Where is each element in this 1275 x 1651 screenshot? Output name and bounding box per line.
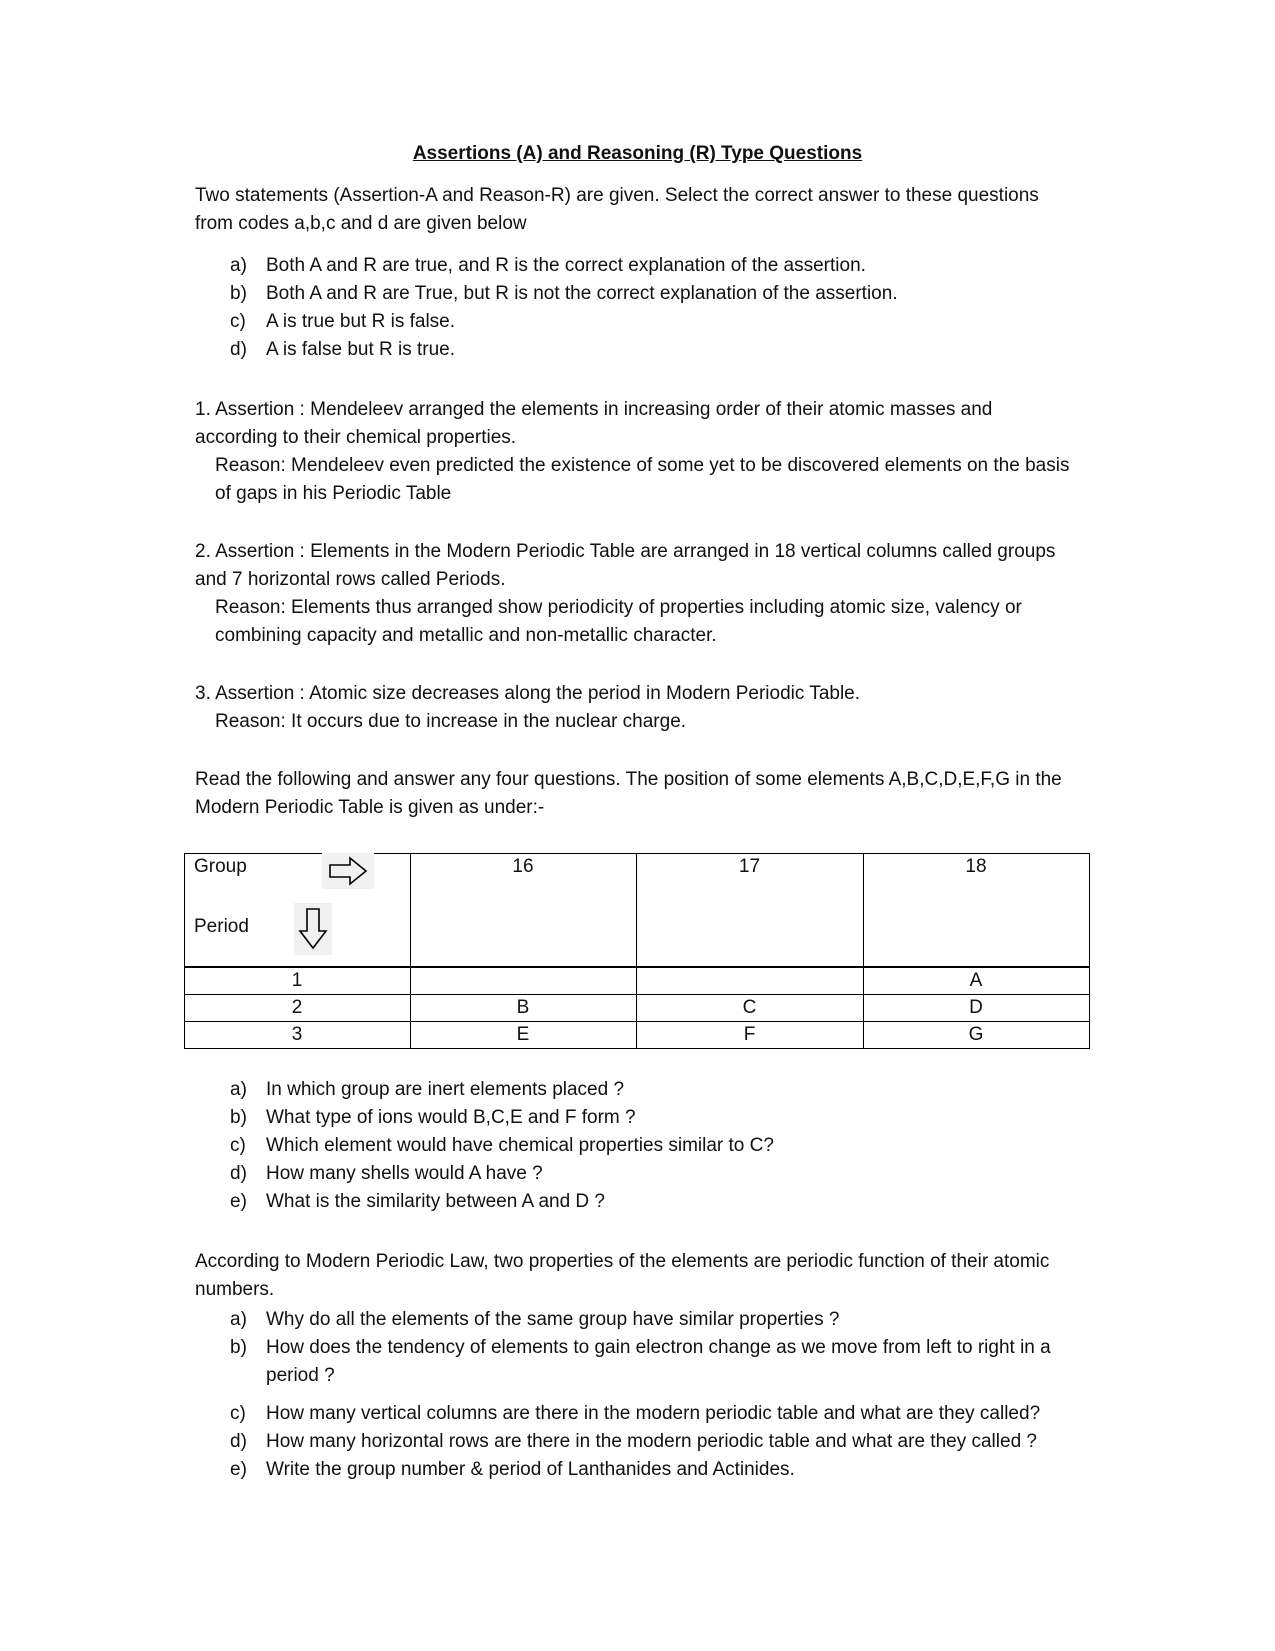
- list-item: a) Why do all the elements of the same group have similar properties ?: [230, 1309, 840, 1330]
- period-label: Period: [194, 916, 249, 937]
- right-arrow-icon: [322, 853, 374, 889]
- period-number: 1: [291, 970, 303, 991]
- assertion-text: 2. Assertion : Elements in the Modern Periodic Table are arranged in 18 vertical columns called groups and 7 horizontal rows called Periods.: [195, 541, 1056, 590]
- codes-list: [230, 252, 1080, 364]
- group-header-18: 18: [965, 856, 987, 877]
- list-item: d) How many shells would A have ?: [230, 1163, 543, 1184]
- list-item: a) In which group are inert elements placed ?: [230, 1079, 625, 1100]
- period-number: 2: [291, 997, 303, 1018]
- reason-text: Reason: Elements thus arranged show periodicity of properties including atomic size, valency or combining capacity and metallic and non-metallic character.: [215, 597, 1022, 646]
- assertion-text: 1. Assertion : Mendeleev arranged the elements in increasing order of their atomic masses and according to their chemical properties.: [195, 399, 993, 448]
- table-cell: D: [969, 997, 983, 1018]
- assertion-text: 3. Assertion : Atomic size decreases along the period in Modern Periodic Table.: [195, 683, 861, 704]
- intro-paragraph: Two statements (Assertion-A and Reason-R) are given. Select the correct answer to these questions from codes a,b,c and d are given below: [195, 185, 1039, 234]
- passage-paragraph: Read the following and answer any four questions. The position of some elements A,B,C,D,E,F,G in the Modern Periodic Table is given as under:-: [195, 769, 1062, 818]
- list-item: e) Write the group number & period of Lanthanides and Actinides.: [230, 1459, 795, 1480]
- table-cell: B: [516, 997, 530, 1018]
- list-item: c) How many vertical columns are there in the modern periodic table and what are they called?: [230, 1403, 1041, 1424]
- page-title: Assertions (A) and Reasoning (R) Type Questions: [412, 143, 863, 164]
- list-item: d) How many horizontal rows are there in the modern periodic table and what are they called ?: [230, 1431, 1037, 1452]
- question-1: [195, 396, 1075, 508]
- question-2: [195, 538, 1075, 650]
- list-item: b) What type of ions would B,C,E and F form ?: [230, 1107, 636, 1128]
- period-number: 3: [291, 1024, 303, 1045]
- list-item: c) A is true but R is false.: [230, 311, 456, 332]
- list-item: d) A is false but R is true.: [230, 339, 456, 360]
- group-header-16: 16: [512, 856, 534, 877]
- table-cell: E: [516, 1024, 530, 1045]
- list-item: b) Both A and R are True, but R is not the correct explanation of the assertion.: [230, 283, 898, 304]
- group-header-17: 17: [738, 856, 761, 877]
- list-item: b) How does the tendency of elements to gain electron change as we move from left to right in a period ?: [230, 1337, 1051, 1386]
- list-item: c) Which element would have chemical properties similar to C?: [230, 1135, 774, 1156]
- table-cell: C: [742, 997, 757, 1018]
- law-questions-list: [230, 1306, 1080, 1484]
- down-arrow-icon: [294, 903, 332, 955]
- law-paragraph: According to Modern Periodic Law, two properties of the elements are periodic function of their atomic numbers.: [195, 1251, 1050, 1300]
- list-item: e) What is the similarity between A and D ?: [230, 1191, 605, 1212]
- list-item: a) Both A and R are true, and R is the correct explanation of the assertion.: [230, 255, 866, 276]
- table-cell: G: [968, 1024, 984, 1045]
- table-cell: A: [969, 970, 983, 991]
- question-3: [195, 680, 1075, 736]
- group-label: Group: [194, 856, 247, 877]
- periodic-table: [184, 853, 1090, 1049]
- table-questions-list: [230, 1076, 1080, 1216]
- reason-text: Reason: Mendeleev even predicted the existence of some yet to be discovered elements on the basis of gaps in his Periodic Table: [215, 455, 1070, 504]
- table-cell: F: [743, 1024, 756, 1045]
- reason-text: Reason: It occurs due to increase in the nuclear charge.: [215, 711, 687, 732]
